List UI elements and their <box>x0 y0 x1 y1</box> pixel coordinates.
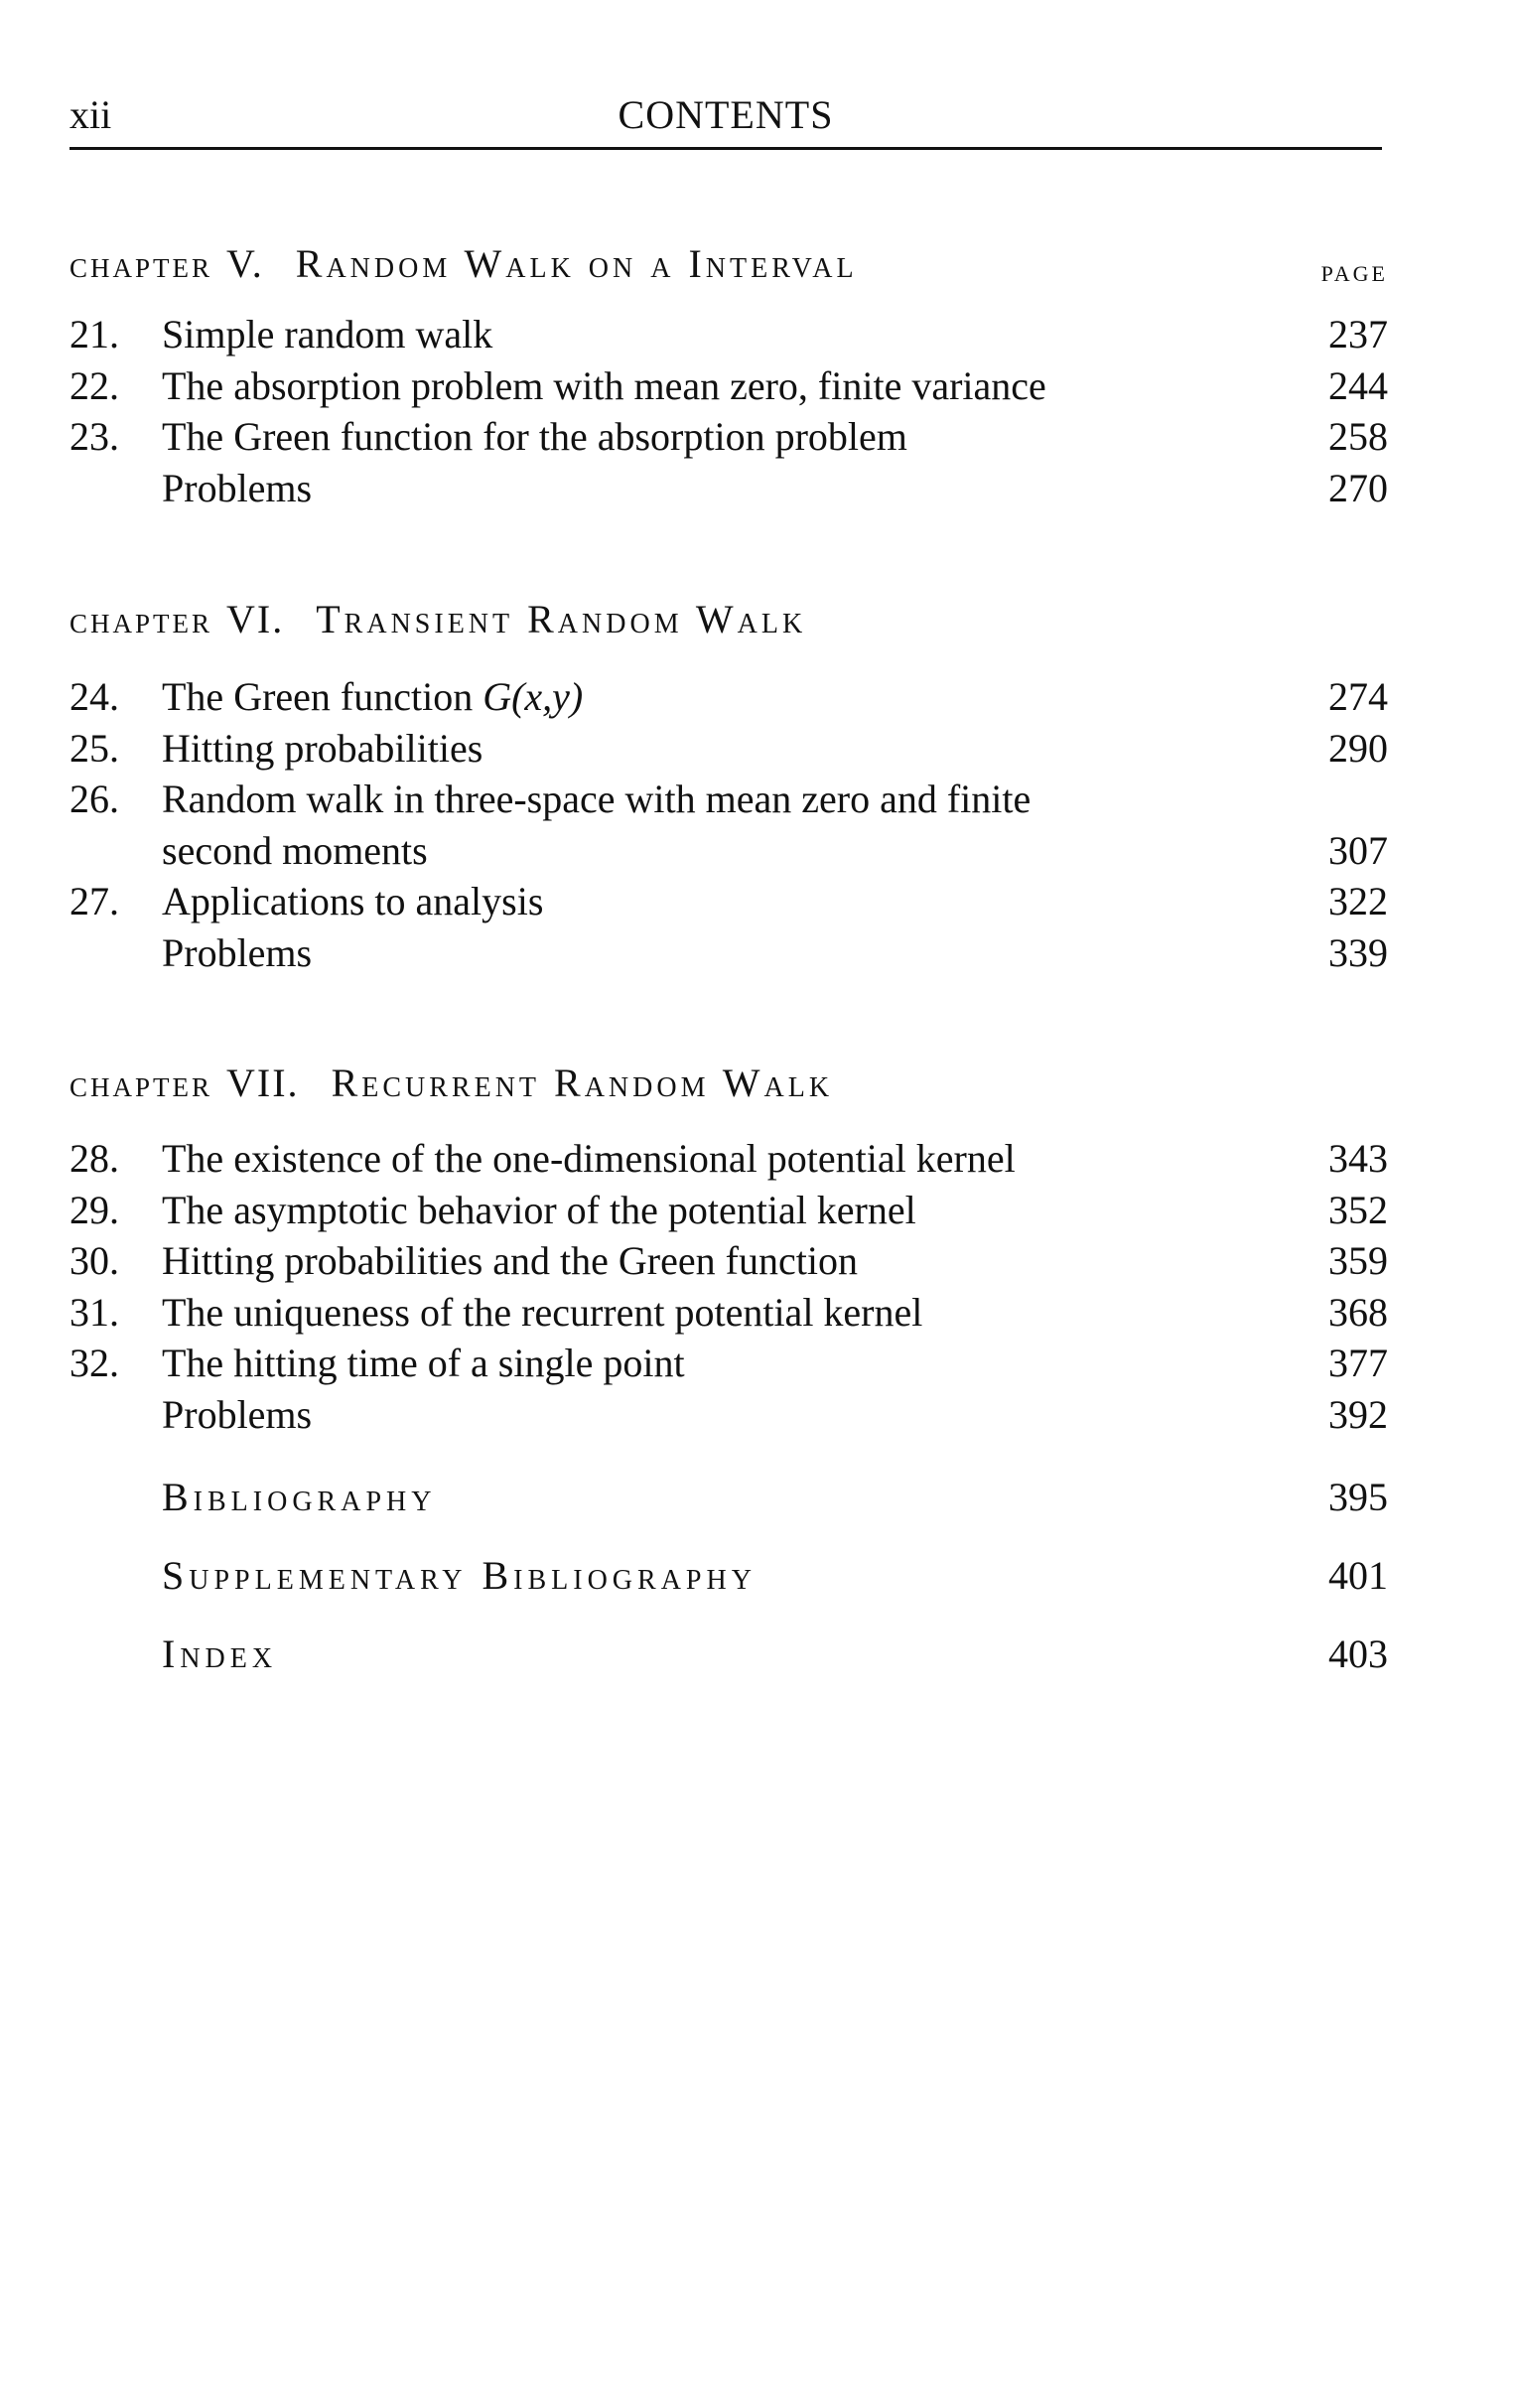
back-matter-title: Index <box>162 1631 278 1676</box>
chapter-number: VI. <box>226 597 285 641</box>
section-number: 28. <box>69 1136 119 1181</box>
section-number: 23. <box>69 414 119 459</box>
toc-entry[interactable] <box>69 1235 1388 1287</box>
page-number: 237 <box>1328 312 1388 356</box>
page-number: 274 <box>1328 674 1388 719</box>
section-number: 26. <box>69 777 119 821</box>
toc-back-matter-entry[interactable] <box>69 1629 1388 1680</box>
section-title: Problems <box>162 929 313 975</box>
math-expression: G(x,y) <box>482 674 584 719</box>
section-number: 27. <box>69 879 119 923</box>
section-number: 21. <box>69 312 119 356</box>
section-title: The uniqueness of the recurrent potential kernel <box>162 1289 923 1335</box>
page-number: 377 <box>1328 1341 1388 1385</box>
toc-entry[interactable] <box>69 927 1388 979</box>
toc-entry[interactable] <box>69 411 1388 463</box>
chapter-title: Transient Random Walk <box>316 597 807 641</box>
toc-entry[interactable] <box>69 1133 1388 1185</box>
page-number: 322 <box>1328 879 1388 923</box>
chapter-heading <box>69 1060 1388 1109</box>
chapter-label: chapter <box>69 244 213 286</box>
section-number: 31. <box>69 1289 119 1335</box>
section-title: Problems <box>162 1391 313 1437</box>
toc-entry[interactable] <box>69 1287 1388 1339</box>
page-number: 244 <box>1328 362 1388 408</box>
page-number: 339 <box>1328 929 1388 975</box>
running-title: CONTENTS <box>618 92 834 137</box>
toc-entry[interactable] <box>69 463 1388 514</box>
section-title-text: The Green function <box>162 674 483 719</box>
chapter-label: chapter <box>69 600 213 641</box>
page-number: 359 <box>1328 1238 1388 1283</box>
section-number: 22. <box>69 362 119 408</box>
section-number: 30. <box>69 1238 119 1283</box>
section-title: Simple random walk <box>162 312 493 356</box>
section-title: Problems <box>162 465 313 510</box>
running-header <box>69 87 1382 150</box>
toc-entry[interactable] <box>69 309 1388 360</box>
chapter-title: Random Walk on a Interval <box>295 241 858 286</box>
section-list <box>69 309 1388 513</box>
section-number: 25. <box>69 725 119 771</box>
page-number: 270 <box>1328 465 1388 510</box>
section-number: 32. <box>69 1341 119 1385</box>
toc-entry[interactable] <box>69 723 1388 775</box>
toc-entry-continuation[interactable] <box>69 825 1388 877</box>
page-number: 307 <box>1328 827 1388 873</box>
back-matter-title: Bibliography <box>162 1475 437 1519</box>
section-title: The existence of the one-dimensional potential kernel <box>162 1136 1016 1181</box>
toc-entry[interactable] <box>69 1185 1388 1236</box>
page-number: 352 <box>1328 1187 1388 1232</box>
section-title: The hitting time of a single point <box>162 1341 685 1385</box>
toc-entry[interactable] <box>69 774 1388 825</box>
chapter-number: VII. <box>226 1061 300 1105</box>
page-number: 403 <box>1328 1631 1388 1676</box>
page-number: 290 <box>1328 725 1388 771</box>
back-matter-title: Supplementary Bibliography <box>162 1553 757 1598</box>
toc-back-matter-entry[interactable] <box>69 1550 1388 1602</box>
section-title: Hitting probabilities and the Green function <box>162 1238 858 1283</box>
page-column-label: page <box>1320 252 1388 288</box>
section-title: Random walk in three-space with mean zero and finite <box>162 777 1032 821</box>
section-title: The asymptotic behavior of the potential kernel <box>162 1187 916 1232</box>
page-number: 401 <box>1328 1553 1388 1598</box>
page-number: 395 <box>1328 1475 1388 1519</box>
page-number: 368 <box>1328 1289 1388 1335</box>
section-number: 29. <box>69 1187 119 1232</box>
chapter-title: Recurrent Random Walk <box>331 1061 834 1105</box>
toc-entry[interactable] <box>69 1389 1388 1441</box>
section-list <box>69 671 1388 978</box>
toc-entry[interactable] <box>69 1338 1388 1389</box>
section-title: The Green function for the absorption problem <box>162 414 907 459</box>
section-title: Hitting probabilities <box>162 725 483 771</box>
section-number: 24. <box>69 674 119 719</box>
toc-entry[interactable] <box>69 876 1388 927</box>
chapter-label: chapter <box>69 1063 213 1105</box>
section-title: The absorption problem with mean zero, finite variance <box>162 362 1046 408</box>
page-number: 258 <box>1328 414 1388 459</box>
page-number: 343 <box>1328 1136 1388 1181</box>
section-title: Applications to analysis <box>162 879 544 923</box>
toc-entry[interactable] <box>69 360 1388 412</box>
page-number: 392 <box>1328 1391 1388 1437</box>
chapter-heading <box>69 596 1388 645</box>
toc-back-matter-entry[interactable] <box>69 1472 1388 1523</box>
section-title <box>162 671 583 723</box>
chapter-number: V. <box>226 241 264 286</box>
chapter-heading <box>69 240 1388 290</box>
toc-entry[interactable] <box>69 671 1388 723</box>
section-list <box>69 1133 1388 1440</box>
section-title: second moments <box>162 827 428 873</box>
page-folio: xii <box>69 92 112 137</box>
